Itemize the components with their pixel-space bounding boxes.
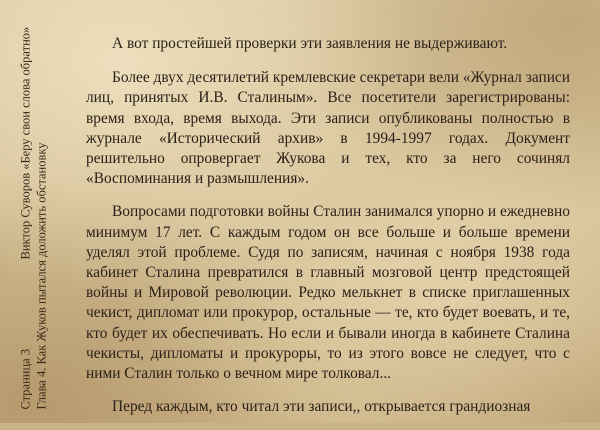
page-body-text (86, 34, 570, 430)
running-header-sidebar (0, 0, 58, 423)
paragraph: А вот простейшей проверки эти заявления не выдерживают. (112, 35, 508, 52)
paragraph: Более двух десятилетий кремлевские секретари вели «Журнал записи лиц, принятых И.В. Сталиным». Все посетители зарегистрированы: время входа, время выхода. Эти записи опубликованы полностью в журнале «Исторический архив» в 1994-1997 годах. Документ решительно опровергает Жукова и тех, кто за него сочинял «Воспоминания и размышления». (86, 69, 570, 188)
chapter-title: Глава 4. Как Жуков пытался доложить обстановку (34, 141, 49, 409)
paragraph: Перед каждым, кто читал эти записи,, открывается грандиозная (112, 398, 531, 416)
paragraph: Вопросами подготовки войны Сталин занимался упорно и ежедневно минимум 17 лет. С каждым годом он все больше и больше времени уделял этой проблеме. Судя по записям, начиная с ноября 1938 года кабинет Сталина превратился в главный мозговой центр предстоящей войны и Мировой революции. Редко мелькнет в списке приглашенных чекист, дипломат или прокурор, остальные — те, кто будет воевать, и те, кто будет их обеспечивать. Но если и бывали иногда в кабинете Сталина чекисты, дипломаты и прокуроры, то из этого вовсе не следует, что с ними Сталин только о вечном мире толковал... (86, 203, 570, 383)
book-title: Виктор Суворов «Беру свои слова обратно» (18, 26, 33, 259)
book-header-line (20, 26, 33, 409)
page-number: Страница 3 (18, 348, 33, 409)
